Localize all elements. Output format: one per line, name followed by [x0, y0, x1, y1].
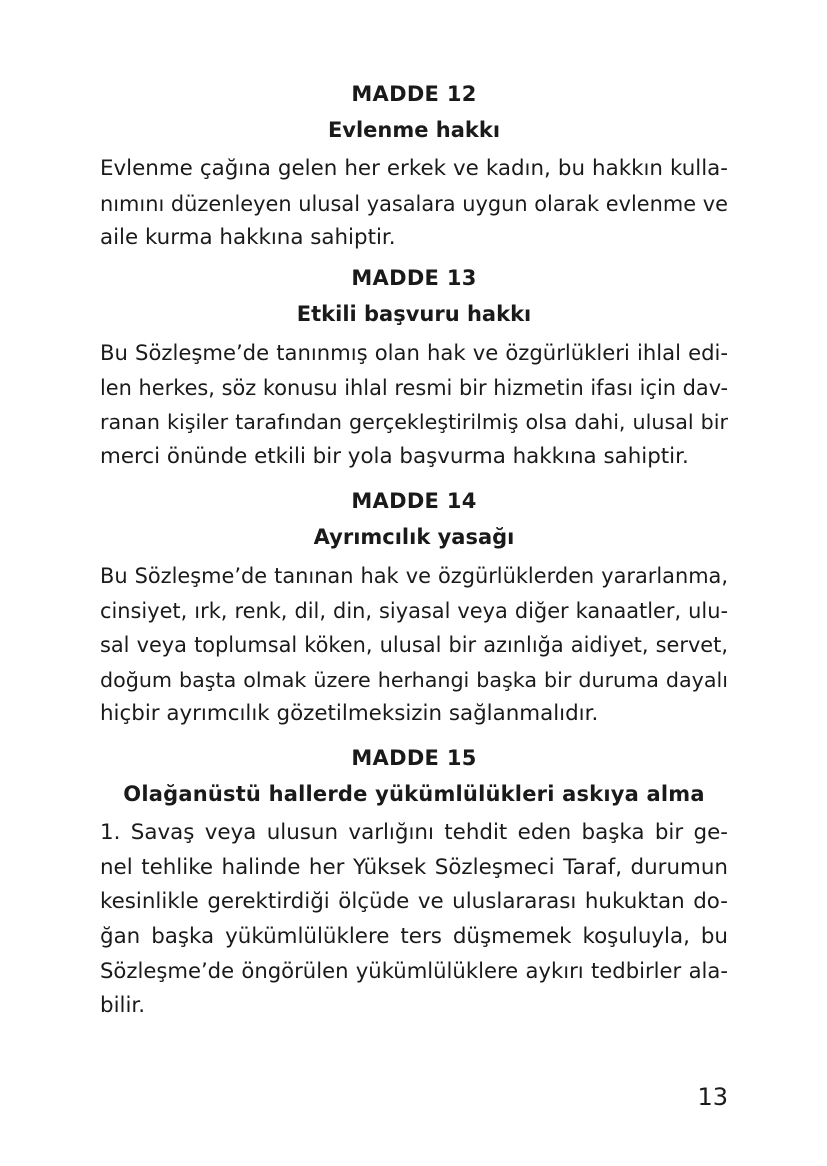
body-line: 1. Savaş veya ulusun varlığını tehdit eden başka bir ge-	[100, 820, 728, 845]
body-line: bilir.	[100, 992, 146, 1018]
body-line: nel tehlike halinde her Yüksek Sözleşmeci Taraf, durumun	[100, 854, 728, 880]
body-line: nımını düzenleyen ulusal yasalara uygun olarak evlenme ve	[100, 191, 728, 216]
body-line: len herkes, söz konusu ihlal resmi bir hizmetin ifası için dav-	[100, 375, 729, 400]
article-13	[100, 260, 728, 474]
body-line: sal veya toplumsal köken, ulusal bir azınlığa aidiyet, servet,	[100, 633, 728, 658]
body-line: Bu Sözleşme’de tanınan hak ve özgürlüklerden yararlanma,	[100, 564, 728, 588]
body-line: Sözleşme’de öngörülen yükümlülüklere aykırı tedbirler ala-	[100, 958, 728, 984]
article-number: MADDE 15	[351, 746, 477, 770]
article-title: Olağanüstü hallerde yükümlülükleri askıya alma	[123, 782, 705, 806]
article-14	[100, 483, 728, 732]
body-line: cinsiyet, ırk, renk, dil, din, siyasal veya diğer kanaatler, ulu-	[100, 598, 728, 623]
article-body	[100, 559, 728, 732]
body-line: ğan başka yükümlülüklere ters düşmemek koşuluyla, bu	[100, 923, 728, 949]
body-line: hiçbir ayrımcılık gözetilmeksizin sağlanmalıdır.	[100, 701, 599, 727]
body-line: aile kurma hakkına sahiptir.	[100, 225, 396, 251]
body-line: Bu Sözleşme’de tanınmış olan hak ve özgürlükleri ihlal edi-	[100, 340, 728, 365]
article-title: Etkili başvuru hakkı	[296, 302, 532, 326]
body-line: Evlenme çağına gelen her erkek ve kadın, bu hakkın kulla-	[100, 156, 728, 181]
article-number: MADDE 14	[351, 489, 477, 513]
body-line: doğum başta olmak üzere herhangi başka bir duruma dayalı	[100, 667, 728, 692]
article-12	[100, 76, 728, 256]
article-15	[100, 740, 728, 1024]
article-number: MADDE 13	[351, 266, 477, 290]
body-line: merci önünde etkili bir yola başvurma hakkına sahiptir.	[100, 443, 689, 469]
article-body	[100, 816, 728, 1024]
article-body	[100, 336, 728, 474]
article-number: MADDE 12	[351, 82, 477, 106]
page-number: 13	[697, 1083, 728, 1111]
body-line: ranan kişiler tarafından gerçekleştirilmiş olsa dahi, ulusal bir	[100, 410, 728, 435]
article-title: Evlenme hakkı	[327, 118, 501, 142]
article-body	[100, 152, 728, 256]
body-line: kesinlikle gerektirdiği ölçüde ve uluslararası hukuktan do-	[100, 889, 728, 915]
article-title: Ayrımcılık yasağı	[313, 525, 515, 549]
